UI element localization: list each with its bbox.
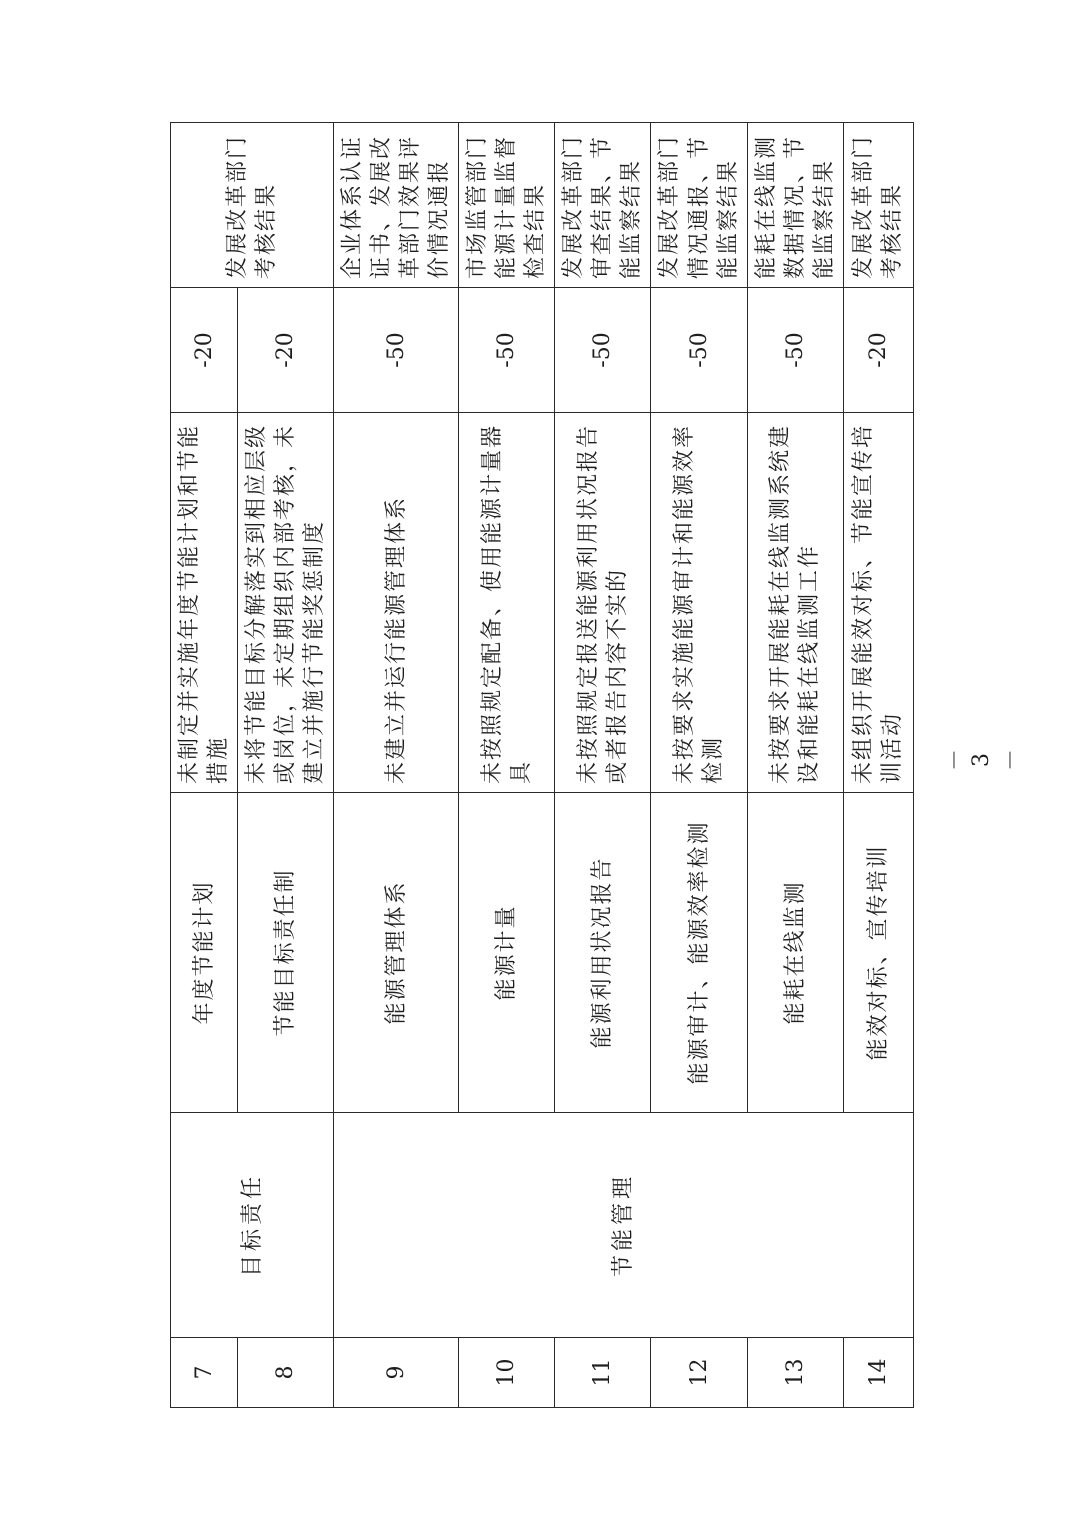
score-cell: -20 — [171, 288, 238, 413]
score-cell: -50 — [555, 288, 651, 413]
basis-cell: 发展改革部门审查结果、节能监察结果 — [555, 123, 651, 288]
criteria-cell: 未建立并运行能源管理体系 — [334, 413, 459, 793]
row-number: 9 — [334, 1338, 459, 1408]
row-number: 14 — [843, 1338, 913, 1408]
basis-cell: 能耗在线监测数据情况、节能监察结果 — [747, 123, 843, 288]
item-cell: 能效对标、宣传培训 — [843, 793, 913, 1113]
score-cell: -50 — [651, 288, 747, 413]
criteria-cell: 未按照规定配备、使用能源计量器具 — [459, 413, 555, 793]
basis-cell: 发展改革部门考核结果 — [843, 123, 913, 288]
criteria-cell: 未组织开展能效对标、节能宣传培训活动 — [843, 413, 913, 793]
criteria-cell: 未按要求实施能源审计和能源效率检测 — [651, 413, 747, 793]
score-cell: -20 — [238, 288, 334, 413]
score-cell: -50 — [459, 288, 555, 413]
item-cell: 能源管理体系 — [334, 793, 459, 1113]
item-cell: 能源计量 — [459, 793, 555, 1113]
item-cell: 能源审计、能源效率检测 — [651, 793, 747, 1113]
assessment-table — [170, 122, 914, 1408]
category-cell: 目标责任 — [171, 1113, 334, 1338]
score-cell: -50 — [334, 288, 459, 413]
basis-cell: 企业体系认证证书、发展改革部门效果评价情况通报 — [334, 123, 459, 288]
score-cell: -20 — [843, 288, 913, 413]
rotated-page-content — [170, 123, 906, 1408]
row-number: 13 — [747, 1338, 843, 1408]
criteria-cell: 未按照规定报送能源利用状况报告或者报告内容不实的 — [555, 413, 651, 793]
criteria-cell: 未将节能目标分解落实到相应层级或岗位，未定期组织内部考核，未建立并施行节能奖惩制度 — [238, 413, 334, 793]
category-cell: 节能管理 — [334, 1113, 914, 1338]
row-number: 8 — [238, 1338, 334, 1408]
basis-cell: 发展改革部门情况通报、节能监察结果 — [651, 123, 747, 288]
table-row — [171, 123, 238, 1408]
row-number: 7 — [171, 1338, 238, 1408]
criteria-cell: 未按要求开展能耗在线监测系统建设和能耗在线监测工作 — [747, 413, 843, 793]
table-row — [334, 123, 459, 1408]
row-number: 10 — [459, 1338, 555, 1408]
item-cell: 能耗在线监测 — [747, 793, 843, 1113]
row-number: 11 — [555, 1338, 651, 1408]
score-cell: -50 — [747, 288, 843, 413]
item-cell: 节能目标责任制 — [238, 793, 334, 1113]
item-cell: 年度节能计划 — [171, 793, 238, 1113]
page-number: － 3 － — [943, 749, 1024, 772]
item-cell: 能源利用状况报告 — [555, 793, 651, 1113]
row-number: 12 — [651, 1338, 747, 1408]
basis-cell: 发展改革部门考核结果 — [171, 123, 334, 288]
basis-cell: 市场监管部门能源计量监督检查结果 — [459, 123, 555, 288]
criteria-cell: 未制定并实施年度节能计划和节能措施 — [171, 413, 238, 793]
